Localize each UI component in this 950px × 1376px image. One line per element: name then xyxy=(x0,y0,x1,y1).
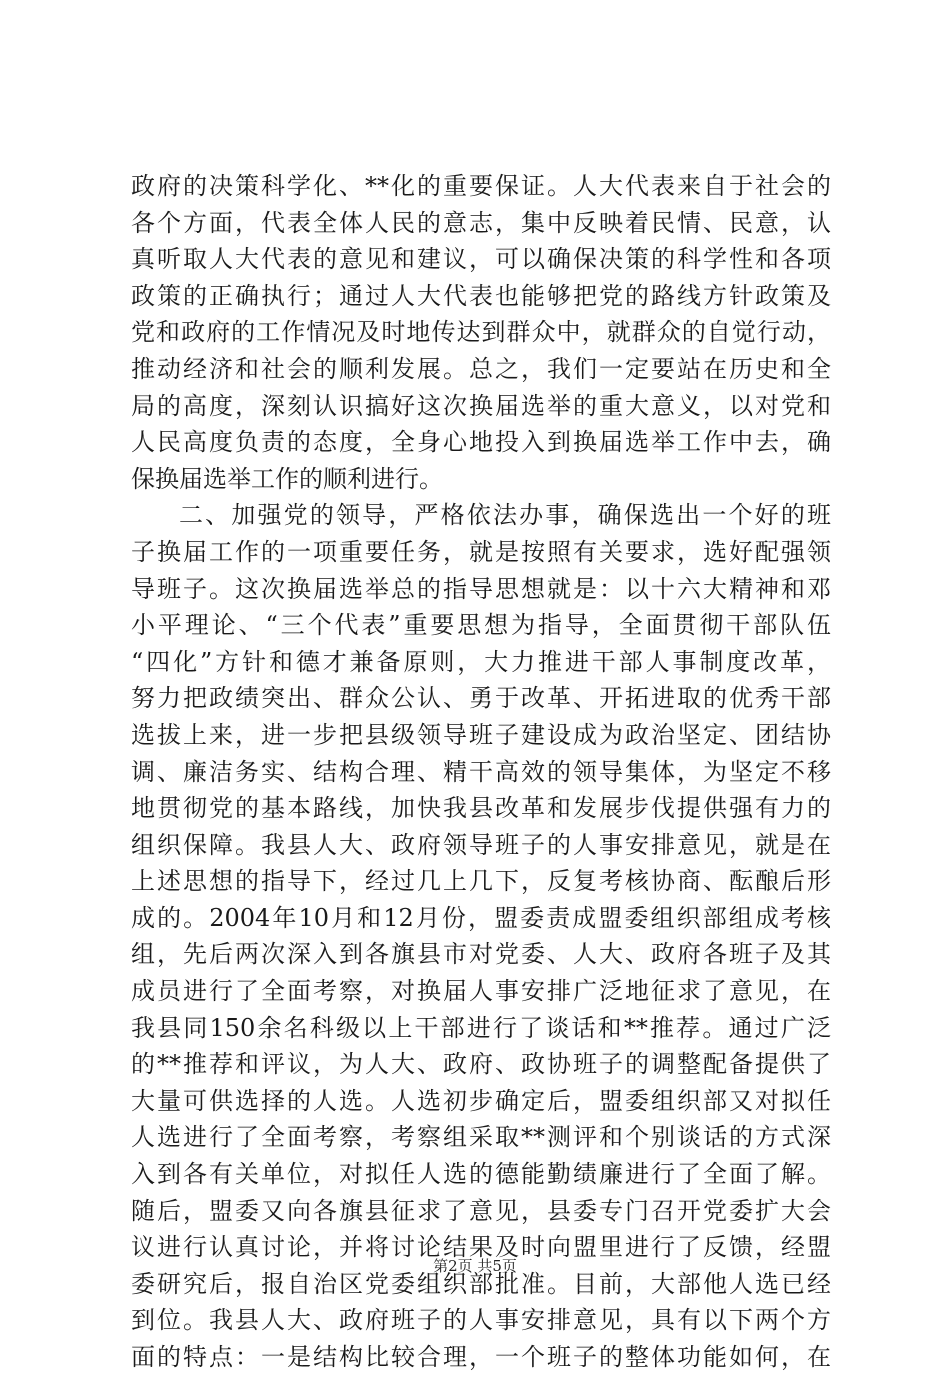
text-line-26: 大量可供选择的人选。人选初步确定后，盟委组织部又对拟任 xyxy=(131,1086,831,1115)
text-line-4: 政策的正确执行；通过人大代表也能够把党的路线方针政策及 xyxy=(131,281,831,310)
text-line-29: 随后，盟委又向各旗县征求了意见，县委专门召开党委扩大会 xyxy=(131,1196,831,1225)
text-line-33: 面的特点：一是结构比较合理，一个班子的整体功能如何，在 xyxy=(131,1343,831,1371)
page-number-footer: 第2页 共5页 xyxy=(433,1257,517,1275)
text-line-22: 组，先后两次深入到各旗县市对党委、人大、政府各班子及其 xyxy=(131,940,831,969)
section-heading-line: 二、加强党的领导，严格依法办事，确保选出一个好的班 xyxy=(179,501,831,530)
text-line-5: 党和政府的工作情况及时地传达到群众中，就群众的自觉行动， xyxy=(131,318,831,347)
text-line-2: 各个方面，代表全体人民的意志，集中反映着民情、民意，认 xyxy=(131,208,831,237)
text-line-23: 成员进行了全面考察，对换届人事安排广泛地征求了意见，在 xyxy=(131,977,831,1006)
text-line-7: 局的高度，深刻认识搞好这次换届选举的重大意义，以对党和 xyxy=(131,391,831,420)
text-line-16: 选拔上来，进一步把县级领导班子建设成为政治坚定、团结协 xyxy=(131,720,831,749)
text-line-15: 努力把政绩突出、群众公认、勇于改革、开拓进取的优秀干部 xyxy=(131,684,831,713)
text-line-20: 上述思想的指导下，经过几上几下，反复考核协商、酝酿后形 xyxy=(131,867,831,896)
text-line-18: 地贯彻党的基本路线，加快我县改革和发展步伐提供强有力的 xyxy=(131,794,831,823)
text-line-30: 议进行认真讨论，并将讨论结果及时向盟里进行了反馈，经盟 xyxy=(131,1233,831,1262)
text-line-14: “四化”方针和德才兼备原则，大力推进干部人事制度改革， xyxy=(131,647,831,676)
text-line-9: 保换届选举工作的顺利进行。 xyxy=(131,464,443,493)
text-line-31: 委研究后，报自治区党委组织部批准。目前，大部他人选已经 xyxy=(131,1269,831,1298)
text-line-28: 入到各有关单位，对拟任人选的德能勤绩廉进行了全面了解。 xyxy=(131,1160,831,1189)
text-line-21: 成的。2004年10月和12月份，盟委责成盟委组织部组成考核 xyxy=(131,903,831,932)
text-line-13: 小平理论、“三个代表”重要思想为指导，全面贯彻干部队伍 xyxy=(131,611,831,640)
text-line-3: 真听取人大代表的意见和建议，可以确保决策的科学性和各项 xyxy=(131,245,831,274)
text-line-17: 调、廉洁务实、结构合理、精干高效的领导集体，为坚定不移 xyxy=(131,757,831,786)
text-line-27: 人选进行了全面考察，考察组采取**测评和个别谈话的方式深 xyxy=(131,1123,831,1152)
text-line-11: 子换届工作的一项重要任务，就是按照有关要求，选好配强领 xyxy=(131,537,831,566)
text-line-1: 政府的决策科学化、**化的重要保证。人大代表来自于社会的 xyxy=(131,172,831,200)
text-line-12: 导班子。这次换届选举总的指导思想就是：以十六大精神和邓 xyxy=(131,574,831,603)
text-line-25: 的**推荐和评议，为人大、政府、政协班子的调整配备提供了 xyxy=(131,1050,831,1079)
body-text xyxy=(131,168,831,1376)
text-line-19: 组织保障。我县人大、政府领导班子的人事安排意见，就是在 xyxy=(131,830,831,859)
text-line-32: 到位。我县人大、政府班子的人事安排意见，具有以下两个方 xyxy=(131,1306,831,1335)
text-line-6: 推动经济和社会的顺利发展。总之，我们一定要站在历史和全 xyxy=(131,354,831,383)
text-line-24: 我县同150余名科级以上干部进行了谈话和**推荐。通过广泛 xyxy=(131,1013,831,1042)
text-line-8: 人民高度负责的态度，全身心地投入到换届选举工作中去，确 xyxy=(131,428,831,457)
